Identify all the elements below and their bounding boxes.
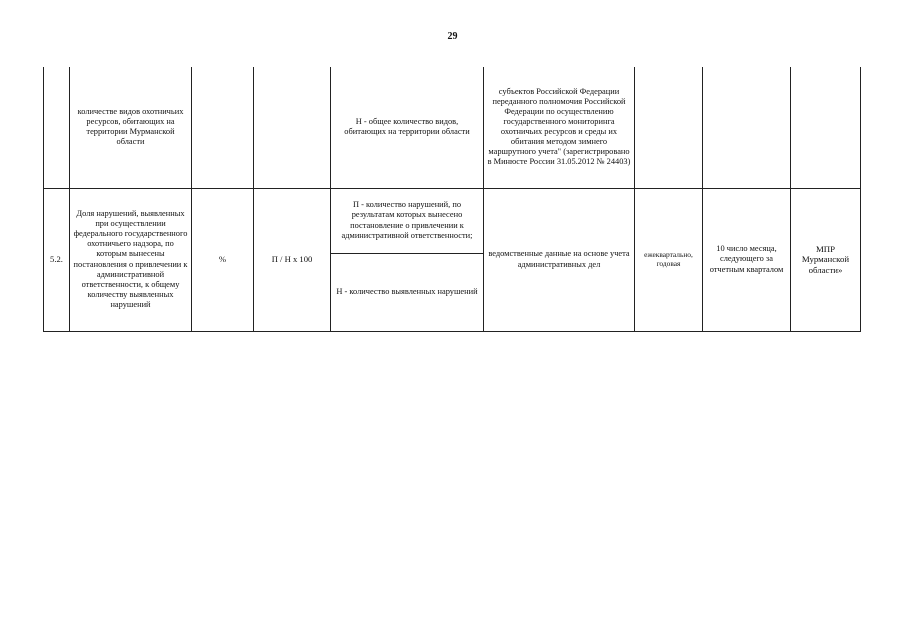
cell-formula: П / Н х 100 — [254, 188, 331, 331]
cell-variable-h: Н - общее количество видов, обитающих на территории области — [331, 67, 484, 188]
cell-responsible: МПР Мурманской области» — [791, 188, 861, 331]
page-number: 29 — [447, 31, 458, 42]
cell-indicator: Доля нарушений, выявленных при осуществлении федерального государственного охотничьего надзора, по которым вынесены постановления о привлечении к административной ответственности, к общему количеству выявленных нарушений — [70, 188, 192, 331]
cell-source: ведомственные данные на основе учета административных дел — [484, 188, 635, 331]
cell-unit: % — [192, 188, 254, 331]
cell-periodicity — [635, 67, 703, 188]
cell-variable-p: П - количество нарушений, по результатам которых вынесено постановление о привлечении к административной ответственности; — [331, 188, 484, 253]
indicators-table — [43, 67, 861, 332]
cell-responsible — [791, 67, 861, 188]
cell-indicator: количестве видов охотничьих ресурсов, обитающих на территории Мурманской области — [70, 67, 192, 188]
cell-number — [44, 67, 70, 188]
cell-periodicity: ежеквартально, годовая — [635, 188, 703, 331]
cell-variable-h: Н - количество выявленных нарушений — [331, 253, 484, 331]
cell-deadline — [703, 67, 791, 188]
cell-number: 5.2. — [44, 188, 70, 331]
cell-deadline: 10 число месяца, следующего за отчетным кварталом — [703, 188, 791, 331]
table-row-continued — [44, 67, 861, 188]
table-row-5-2 — [44, 188, 861, 253]
cell-source: субъектов Российской Федерации переданного полномочия Российской Федерации по осуществлению государственного мониторинга охотничьих ресурсов и среды их обитания методом зимнего маршрутного учета" (зарегистрировано в Минюсте России 31.05.2012 № 24403) — [484, 67, 635, 188]
cell-formula — [254, 67, 331, 188]
cell-unit — [192, 67, 254, 188]
